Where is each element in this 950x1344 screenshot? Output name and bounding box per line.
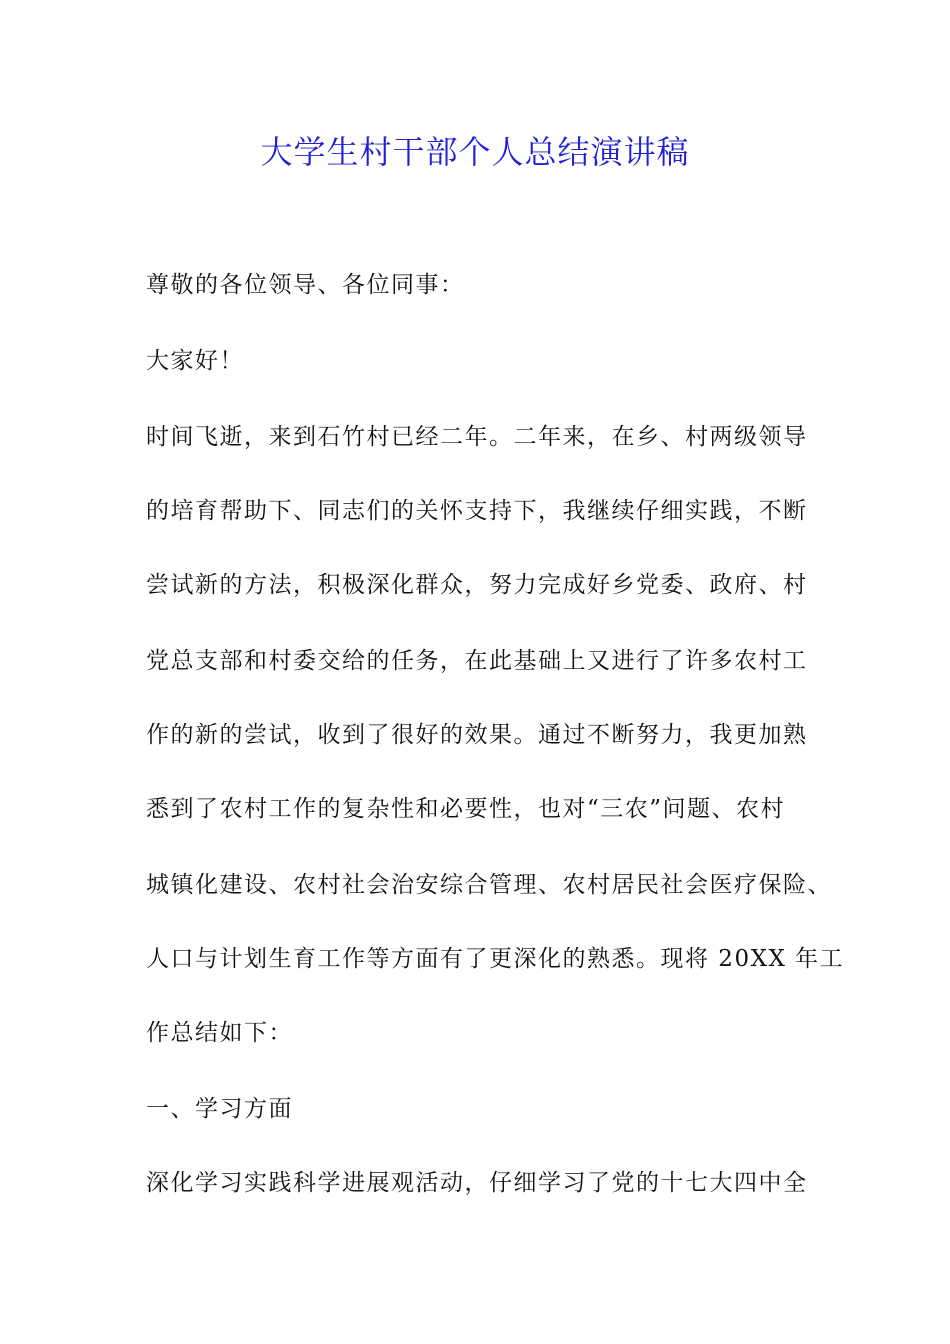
section-heading: 一、学习方面 [146, 1096, 293, 1122]
body-line: 的培育帮助下、同志们的关怀支持下，我继续仔细实践，不断 [146, 498, 808, 524]
body-line: 悉到了农村工作的复杂性和必要性，也对“三农”问题、农村 [146, 796, 786, 822]
body-line: 作总结如下： [146, 1020, 293, 1046]
body-line: 深化学习实践科学进展观活动，仔细学习了党的十七大四中全 [146, 1170, 808, 1196]
document-title: 大学生村干部个人总结演讲稿 [260, 133, 690, 171]
body-line: 尝试新的方法，积极深化群众，努力完成好乡党委、政府、村 [146, 572, 808, 598]
body-line: 党总支部和村委交给的任务，在此基础上又进行了许多农村工 [146, 648, 808, 674]
greeting: 大家好！ [146, 348, 244, 374]
body-line: 人口与计划生育工作等方面有了更深化的熟悉。现将 20XX 年工 [146, 946, 845, 972]
salutation: 尊敬的各位领导、各位同事： [146, 272, 465, 298]
body-line: 作的新的尝试，收到了很好的效果。通过不断努力，我更加熟 [146, 722, 808, 748]
body-line: 城镇化建设、农村社会治安综合管理、农村居民社会医疗保险、 [146, 872, 832, 898]
body-line: 时间飞逝，来到石竹村已经二年。二年来，在乡、村两级领导 [146, 424, 808, 450]
